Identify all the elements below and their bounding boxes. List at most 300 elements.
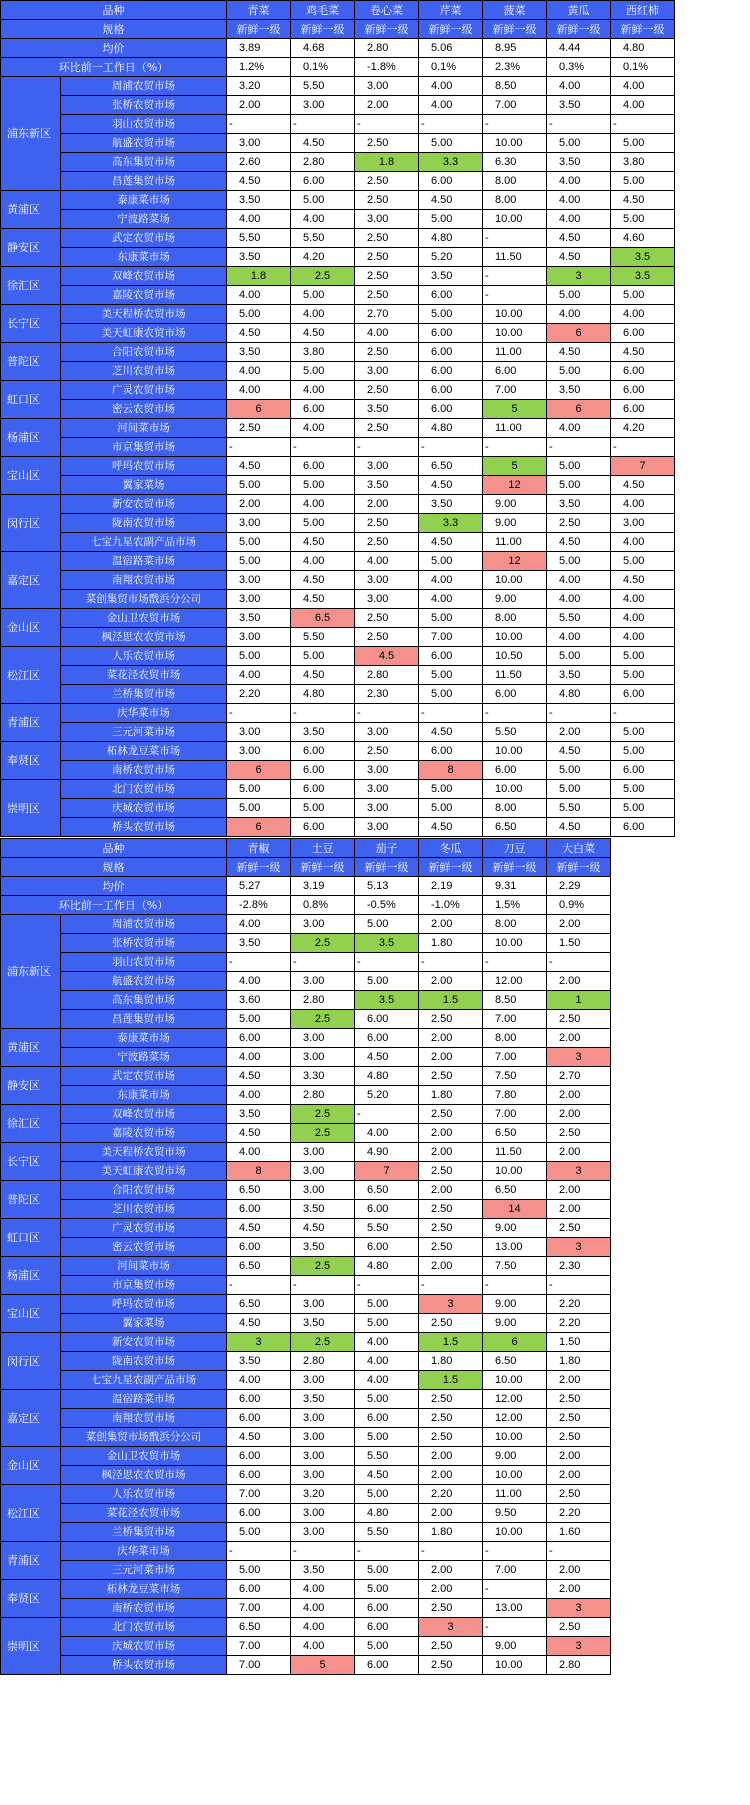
market-name: 嘉陵农贸市场 (61, 1124, 227, 1143)
price-cell: 2.50 (547, 514, 611, 533)
price-cell: 3.60 (227, 991, 291, 1010)
market-row (1, 362, 675, 381)
price-cell: 4.00 (611, 628, 675, 647)
price-cell: - (483, 267, 547, 286)
market-name: 南翔农贸市场 (61, 571, 227, 590)
market-name: 芝川农贸市场 (61, 362, 227, 381)
column-change: 0.1% (291, 58, 355, 77)
price-cell: 3.50 (227, 609, 291, 628)
market-row (1, 1485, 611, 1504)
price-cell: 2.80 (291, 153, 355, 172)
price-cell: 5.00 (611, 286, 675, 305)
column-avg: 4.44 (547, 39, 611, 58)
price-cell: 4.50 (227, 1067, 291, 1086)
price-cell: 5.00 (419, 305, 483, 324)
price-cell: 6.00 (483, 685, 547, 704)
market-row (1, 1162, 611, 1181)
price-cell: 8.00 (483, 1029, 547, 1048)
price-cell: 4.50 (547, 343, 611, 362)
market-row (1, 1409, 611, 1428)
price-cell: 4.00 (611, 96, 675, 115)
price-cell: 3.50 (291, 1314, 355, 1333)
column-spec: 新鲜一级 (355, 20, 419, 39)
header-row-change (1, 896, 611, 915)
price-cell: 5.00 (291, 191, 355, 210)
market-name: 庆城农贸市场 (61, 799, 227, 818)
price-cell: 6.50 (355, 1181, 419, 1200)
district-name: 奉贤区 (1, 742, 61, 780)
price-cell: 4.50 (227, 1314, 291, 1333)
price-cell: 3.50 (291, 1561, 355, 1580)
price-cell: 6.00 (419, 172, 483, 191)
price-cell: 1 (547, 991, 611, 1010)
price-cell: 2.00 (547, 1086, 611, 1105)
price-cell: 2.50 (355, 514, 419, 533)
price-cell: 3.50 (419, 495, 483, 514)
price-cell: - (611, 704, 675, 723)
price-cell: 5.00 (419, 609, 483, 628)
market-name: 桥头农贸市场 (61, 1656, 227, 1675)
market-row (1, 248, 675, 267)
price-cell: 4.50 (419, 191, 483, 210)
price-cell: 3.50 (227, 248, 291, 267)
price-cell: 3.00 (291, 1371, 355, 1390)
price-cell: 7.00 (483, 96, 547, 115)
price-cell: 5.00 (291, 476, 355, 495)
price-cell: 2.00 (419, 1181, 483, 1200)
price-cell: 2.50 (419, 1314, 483, 1333)
price-cell: 10.00 (483, 1656, 547, 1675)
price-cell: 8 (419, 761, 483, 780)
price-cell: 6.00 (419, 647, 483, 666)
price-cell: - (419, 1542, 483, 1561)
price-cell: 3.20 (291, 1485, 355, 1504)
price-cell: 3 (547, 1637, 611, 1656)
price-cell: 2.50 (419, 1238, 483, 1257)
price-cell: 2.5 (291, 1257, 355, 1276)
price-cell: 10.00 (483, 1466, 547, 1485)
price-cell: 6.00 (227, 1466, 291, 1485)
price-cell: 2.50 (419, 1162, 483, 1181)
price-cell: 4.00 (291, 1599, 355, 1618)
price-cell: - (419, 953, 483, 972)
price-cell: 3.00 (355, 457, 419, 476)
district-name: 徐汇区 (1, 1105, 61, 1143)
market-row (1, 1105, 611, 1124)
price-cell: 4.00 (611, 533, 675, 552)
price-cell: 4.00 (291, 305, 355, 324)
column-spec: 新鲜一级 (547, 20, 611, 39)
market-row (1, 400, 675, 419)
column-spec: 新鲜一级 (291, 858, 355, 877)
price-cell: 2.00 (547, 1371, 611, 1390)
price-cell: 6.00 (419, 400, 483, 419)
price-cell: 5.00 (419, 552, 483, 571)
price-cell: 4.00 (419, 571, 483, 590)
price-cell: - (547, 1542, 611, 1561)
price-cell: 3.5 (355, 934, 419, 953)
market-row (1, 1523, 611, 1542)
price-cell: 2.50 (419, 1010, 483, 1029)
price-cell: 4.80 (355, 1257, 419, 1276)
price-cell: 6.00 (227, 1390, 291, 1409)
price-cell: 2.00 (419, 1447, 483, 1466)
price-cell: 2.20 (547, 1295, 611, 1314)
header-row-avg (1, 877, 611, 896)
column-change: 0.1% (611, 58, 675, 77)
price-cell: 1.8 (227, 267, 291, 286)
price-cell: 4.00 (547, 191, 611, 210)
market-name: 南桥农贸市场 (61, 761, 227, 780)
price-cell: 2.00 (419, 1580, 483, 1599)
market-name: 密云农贸市场 (61, 400, 227, 419)
price-cell: 5.50 (547, 799, 611, 818)
row-label-spec: 规格 (1, 20, 227, 39)
market-row (1, 96, 675, 115)
price-cell: 4.00 (227, 1371, 291, 1390)
price-cell: 3.00 (355, 77, 419, 96)
price-cell: 4.00 (227, 1086, 291, 1105)
district-name: 青浦区 (1, 1542, 61, 1580)
district-name: 崇明区 (1, 1618, 61, 1675)
price-cell: - (291, 1542, 355, 1561)
price-cell: 9.00 (483, 1295, 547, 1314)
column-avg: 5.27 (227, 877, 291, 896)
price-cell: 8.50 (483, 991, 547, 1010)
price-cell: 3.00 (291, 972, 355, 991)
column-name: 鸡毛菜 (291, 1, 355, 20)
price-cell: 3.00 (227, 723, 291, 742)
price-cell: 2.00 (547, 1143, 611, 1162)
price-cell: 4.50 (611, 191, 675, 210)
price-cell: 4.50 (419, 818, 483, 837)
market-name: 兰桥集贸市场 (61, 685, 227, 704)
price-cell: 2.50 (227, 419, 291, 438)
price-cell: 5.00 (355, 972, 419, 991)
price-cell: 6.50 (483, 818, 547, 837)
column-change: 0.3% (547, 58, 611, 77)
price-cell: 4.00 (611, 609, 675, 628)
market-name: 北门农贸市场 (61, 780, 227, 799)
market-row (1, 1561, 611, 1580)
price-cell: 12.00 (483, 972, 547, 991)
market-row (1, 552, 675, 571)
market-name: 菜创集贸市场戬浜分公司 (61, 590, 227, 609)
column-name: 芹菜 (419, 1, 483, 20)
price-cell: 3.00 (291, 1504, 355, 1523)
column-avg: 3.19 (291, 877, 355, 896)
price-cell: 4.50 (291, 590, 355, 609)
price-cell: 6.00 (291, 457, 355, 476)
district-name: 闵行区 (1, 1333, 61, 1390)
price-cell: 4.20 (611, 419, 675, 438)
price-cell: 10.00 (483, 210, 547, 229)
district-name: 徐汇区 (1, 267, 61, 305)
price-cell: 6.00 (611, 381, 675, 400)
price-cell: 7.80 (483, 1086, 547, 1105)
price-cell: 3.00 (291, 1295, 355, 1314)
price-cell: 5.50 (291, 229, 355, 248)
market-name: 三元河菜市场 (61, 723, 227, 742)
price-cell: 1.5 (419, 991, 483, 1010)
price-cell: 5.00 (419, 666, 483, 685)
price-cell: 6.00 (291, 400, 355, 419)
price-cell: 4.00 (227, 286, 291, 305)
market-row (1, 381, 675, 400)
price-cell: - (227, 704, 291, 723)
price-cell: 4.80 (291, 685, 355, 704)
market-name: 张桥农贸市场 (61, 934, 227, 953)
price-cell: 5.00 (547, 552, 611, 571)
price-cell: 5.00 (611, 647, 675, 666)
column-change: 1.2% (227, 58, 291, 77)
price-cell: 4.80 (355, 1067, 419, 1086)
price-cell: 5.00 (291, 286, 355, 305)
price-cell: - (419, 438, 483, 457)
column-name: 菠菜 (483, 1, 547, 20)
market-row (1, 533, 675, 552)
market-row (1, 1067, 611, 1086)
price-cell: - (547, 1276, 611, 1295)
price-cell: 3.50 (547, 381, 611, 400)
header-row-variety (1, 839, 611, 858)
price-cell: 4.50 (291, 134, 355, 153)
price-cell: 5.50 (227, 229, 291, 248)
price-cell: 3.00 (227, 571, 291, 590)
market-name: 金山卫农贸市场 (61, 1447, 227, 1466)
price-cell: 4.50 (227, 1124, 291, 1143)
district-name: 黄浦区 (1, 1029, 61, 1067)
market-row (1, 609, 675, 628)
price-cell: 5.50 (355, 1523, 419, 1542)
market-name: 枫泾思农农贸市场 (61, 628, 227, 647)
price-cell: 4.00 (227, 1048, 291, 1067)
price-cell: 11.00 (483, 343, 547, 362)
price-cell: 10.00 (483, 324, 547, 343)
price-cell: 3.00 (227, 628, 291, 647)
district-name: 虹口区 (1, 381, 61, 419)
price-cell: 4.50 (547, 533, 611, 552)
market-row (1, 1029, 611, 1048)
market-name: 菜花泾农贸市场 (61, 666, 227, 685)
price-cell: 4.50 (291, 666, 355, 685)
price-cell: 7.00 (483, 1048, 547, 1067)
price-cell: 3.00 (355, 818, 419, 837)
price-cell: 2.00 (419, 1048, 483, 1067)
price-cell: 3.50 (227, 1352, 291, 1371)
price-cell: 4.00 (227, 972, 291, 991)
price-cell: 1.80 (419, 934, 483, 953)
price-cell: 10.50 (483, 647, 547, 666)
district-name: 闵行区 (1, 495, 61, 552)
market-name: 庆华菜市场 (61, 1542, 227, 1561)
market-name: 昌莲集贸市场 (61, 1010, 227, 1029)
price-cell: 6.00 (611, 362, 675, 381)
price-cell: 1.8 (355, 153, 419, 172)
price-cell: 5.00 (227, 780, 291, 799)
price-cell: 5.00 (419, 799, 483, 818)
price-cell: 4.5 (355, 647, 419, 666)
price-cell: 3.50 (291, 1390, 355, 1409)
price-cell: - (355, 704, 419, 723)
market-name: 羽山农贸市场 (61, 115, 227, 134)
price-cell: 6.50 (483, 1124, 547, 1143)
price-cell: 2.00 (355, 495, 419, 514)
column-name: 青椒 (227, 839, 291, 858)
price-cell: 5.20 (355, 1086, 419, 1105)
price-cell: 5.00 (355, 1428, 419, 1447)
column-name: 西红柿 (611, 1, 675, 20)
row-label-variety: 品种 (1, 1, 227, 20)
market-name: 菜创集贸市场戬浜分公司 (61, 1428, 227, 1447)
price-cell: 2.50 (419, 1200, 483, 1219)
column-avg: 4.80 (611, 39, 675, 58)
price-cell: 4.50 (227, 1428, 291, 1447)
column-spec: 新鲜一级 (291, 20, 355, 39)
price-cell: 11.00 (483, 1485, 547, 1504)
market-row (1, 134, 675, 153)
price-cell: - (483, 1276, 547, 1295)
market-name: 庆华菜市场 (61, 704, 227, 723)
market-row (1, 628, 675, 647)
district-name: 青浦区 (1, 704, 61, 742)
price-cell: 3.50 (547, 666, 611, 685)
price-cell: 3.00 (355, 780, 419, 799)
price-cell: 4.00 (355, 1371, 419, 1390)
price-cell: 6 (227, 400, 291, 419)
row-label-avg: 均价 (1, 877, 227, 896)
market-row (1, 514, 675, 533)
price-cell: 4.50 (227, 1219, 291, 1238)
price-cell: 6 (227, 761, 291, 780)
market-name: 呼玛农贸市场 (61, 1295, 227, 1314)
market-name: 昌莲集贸市场 (61, 172, 227, 191)
price-cell: 4.00 (419, 77, 483, 96)
price-cell: 5.50 (291, 628, 355, 647)
price-cell: 5.00 (227, 305, 291, 324)
price-cell: 6.00 (419, 362, 483, 381)
price-cell: - (355, 115, 419, 134)
district-name: 普陀区 (1, 1181, 61, 1219)
market-row (1, 77, 675, 96)
price-cell: 8.00 (483, 191, 547, 210)
price-cell: 3.50 (419, 267, 483, 286)
price-cell: 5.00 (227, 476, 291, 495)
price-cell: 5.00 (611, 552, 675, 571)
price-cell: 3.50 (227, 934, 291, 953)
price-cell: 6.00 (227, 1200, 291, 1219)
price-cell: 2.50 (419, 1105, 483, 1124)
price-cell: 4.00 (227, 915, 291, 934)
price-cell: 4.50 (227, 457, 291, 476)
price-cell: 6.00 (291, 780, 355, 799)
price-cell: 2.50 (355, 419, 419, 438)
market-name: 庆城农贸市场 (61, 1637, 227, 1656)
price-cell: 2.20 (419, 1485, 483, 1504)
district-name: 浦东新区 (1, 77, 61, 191)
market-name: 宁波路菜场 (61, 210, 227, 229)
price-cell: 12 (483, 552, 547, 571)
price-cell: 4.50 (547, 742, 611, 761)
price-cell: 6.50 (227, 1618, 291, 1637)
price-cell: - (419, 115, 483, 134)
market-row (1, 799, 675, 818)
price-cell: - (355, 438, 419, 457)
price-cell: 5.50 (355, 1219, 419, 1238)
market-row (1, 704, 675, 723)
price-cell: 5.00 (611, 723, 675, 742)
price-cell: 4.50 (291, 533, 355, 552)
price-cell: 7.00 (227, 1637, 291, 1656)
price-cell: 4.50 (547, 818, 611, 837)
price-cell: 3.80 (291, 343, 355, 362)
price-cell: 4.20 (291, 248, 355, 267)
price-cell: 2.50 (547, 1124, 611, 1143)
price-cell: 6.00 (419, 324, 483, 343)
district-name: 浦东新区 (1, 915, 61, 1029)
price-cell: 1.80 (419, 1352, 483, 1371)
price-cell: 3.5 (355, 991, 419, 1010)
price-cell: 4.00 (227, 1143, 291, 1162)
price-cell: 2.00 (547, 1181, 611, 1200)
price-cell: - (227, 1542, 291, 1561)
district-name: 杨浦区 (1, 1257, 61, 1295)
price-cell: 4.00 (355, 1333, 419, 1352)
price-cell: 5.00 (611, 134, 675, 153)
price-cell: - (355, 1276, 419, 1295)
market-row (1, 1428, 611, 1447)
price-cell: - (227, 438, 291, 457)
price-cell: 4.00 (419, 96, 483, 115)
market-row (1, 1466, 611, 1485)
price-cell: - (227, 115, 291, 134)
price-cell: 5.00 (611, 210, 675, 229)
price-cell: 3.50 (227, 343, 291, 362)
price-cell: - (291, 704, 355, 723)
price-cell: 3.00 (355, 761, 419, 780)
market-name: 七宝九星农副产品市场 (61, 533, 227, 552)
price-cell: 12 (483, 476, 547, 495)
column-change: 0.9% (547, 896, 611, 915)
market-row (1, 1371, 611, 1390)
price-cell: 5.50 (483, 723, 547, 742)
market-row (1, 1276, 611, 1295)
price-cell: 3.3 (419, 153, 483, 172)
price-cell: 6.5 (291, 609, 355, 628)
column-spec: 新鲜一级 (483, 20, 547, 39)
column-avg: 4.68 (291, 39, 355, 58)
price-cell: 4.50 (419, 533, 483, 552)
price-cell: 2.00 (227, 96, 291, 115)
price-cell: 4.00 (291, 210, 355, 229)
price-cell: 2.00 (547, 1561, 611, 1580)
price-cell: 2.50 (355, 533, 419, 552)
market-name: 美天虹康农贸市场 (61, 1162, 227, 1181)
column-change: 2.3% (483, 58, 547, 77)
price-cell: 2.50 (547, 1390, 611, 1409)
price-cell: 2.50 (355, 172, 419, 191)
price-cell: 2.70 (547, 1067, 611, 1086)
market-name: 泰康菜市场 (61, 1029, 227, 1048)
column-name: 刀豆 (483, 839, 547, 858)
price-cell: 3.5 (611, 267, 675, 286)
header-row-variety (1, 1, 675, 20)
price-cell: 2.00 (419, 1029, 483, 1048)
column-name: 卷心菜 (355, 1, 419, 20)
price-cell: 6.50 (483, 1352, 547, 1371)
market-name: 芝川农贸市场 (61, 1200, 227, 1219)
market-name: 广灵农贸市场 (61, 1219, 227, 1238)
